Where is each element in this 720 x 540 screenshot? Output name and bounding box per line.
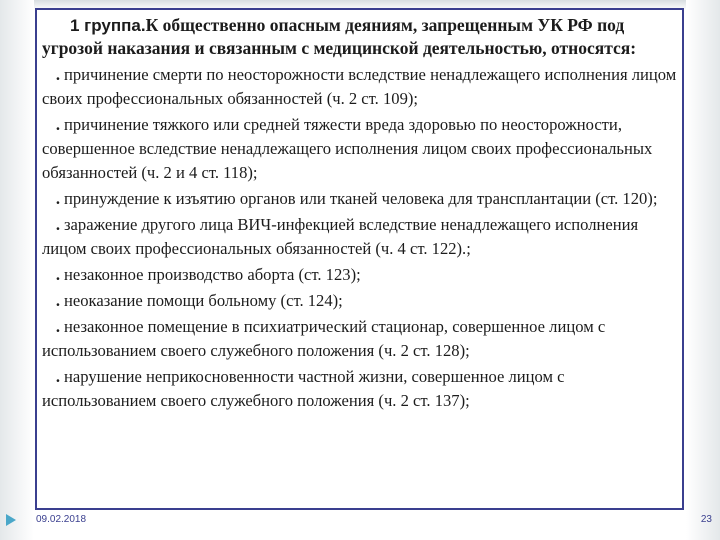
bullet-marker: . [55,265,60,284]
list-item-text: принуждение к изъятию органов или тканей человека для трансплантации (ст. 120); [64,189,658,208]
list-item [42,113,682,185]
bullet-marker: . [55,291,60,310]
bullet-marker: . [55,65,60,84]
list-item [42,187,682,211]
list-item-text: причинение смерти по неосторожности вследствие ненадлежащего исполнения лицом своих профессиональных обязанностей (ч. 2 ст. 109); [42,65,677,108]
footer-date: 09.02.2018 [36,514,87,525]
bullet-marker: . [55,317,60,336]
list-item-text: неоказание помощи больному (ст. 124); [64,291,343,310]
list-item-text: нарушение неприкосновенности частной жизни, совершенное лицом с использованием своего служебного положения (ч. 2 ст. 137); [42,367,565,410]
list-item [42,263,682,287]
title-group-label: 1 группа. [70,16,146,35]
bullet-marker: . [55,215,60,234]
list-item [42,315,682,363]
bullet-marker: . [55,367,60,386]
list-item [42,63,682,111]
left-shadow [0,0,34,540]
bullet-marker: . [55,115,60,134]
slide-content [42,14,682,415]
right-shadow [686,0,720,540]
list-item [42,365,682,413]
list-item-text: причинение тяжкого или средней тяжести вреда здоровью по неосторожности, совершенное вследствие ненадлежащего исполнения лицом своих профессиональных обязанностей (ч. 2 и 4 ст. 118); [42,115,653,182]
title-text: К общественно опасным деяниям, запрещенным УК РФ под угрозой наказания и связанным с медицинской деятельностью, относятся: [42,15,637,58]
bullet-marker: . [55,189,60,208]
list-item-text: незаконное производство аборта (ст. 123); [64,265,361,284]
slide-title [42,14,682,59]
page-number: 23 [700,514,712,525]
arrow-icon [6,514,16,526]
list-item [42,213,682,261]
list-item-text: заражение другого лица ВИЧ-инфекцией вследствие ненадлежащего исполнения лицом своих профессиональных обязанностей (ч. 4 ст. 122).; [42,215,639,258]
list-item-text: незаконное помещение в психиатрический стационар, совершенное лицом с использованием своего служебного положения (ч. 2 ст. 128); [42,317,606,360]
list-item [42,289,682,313]
